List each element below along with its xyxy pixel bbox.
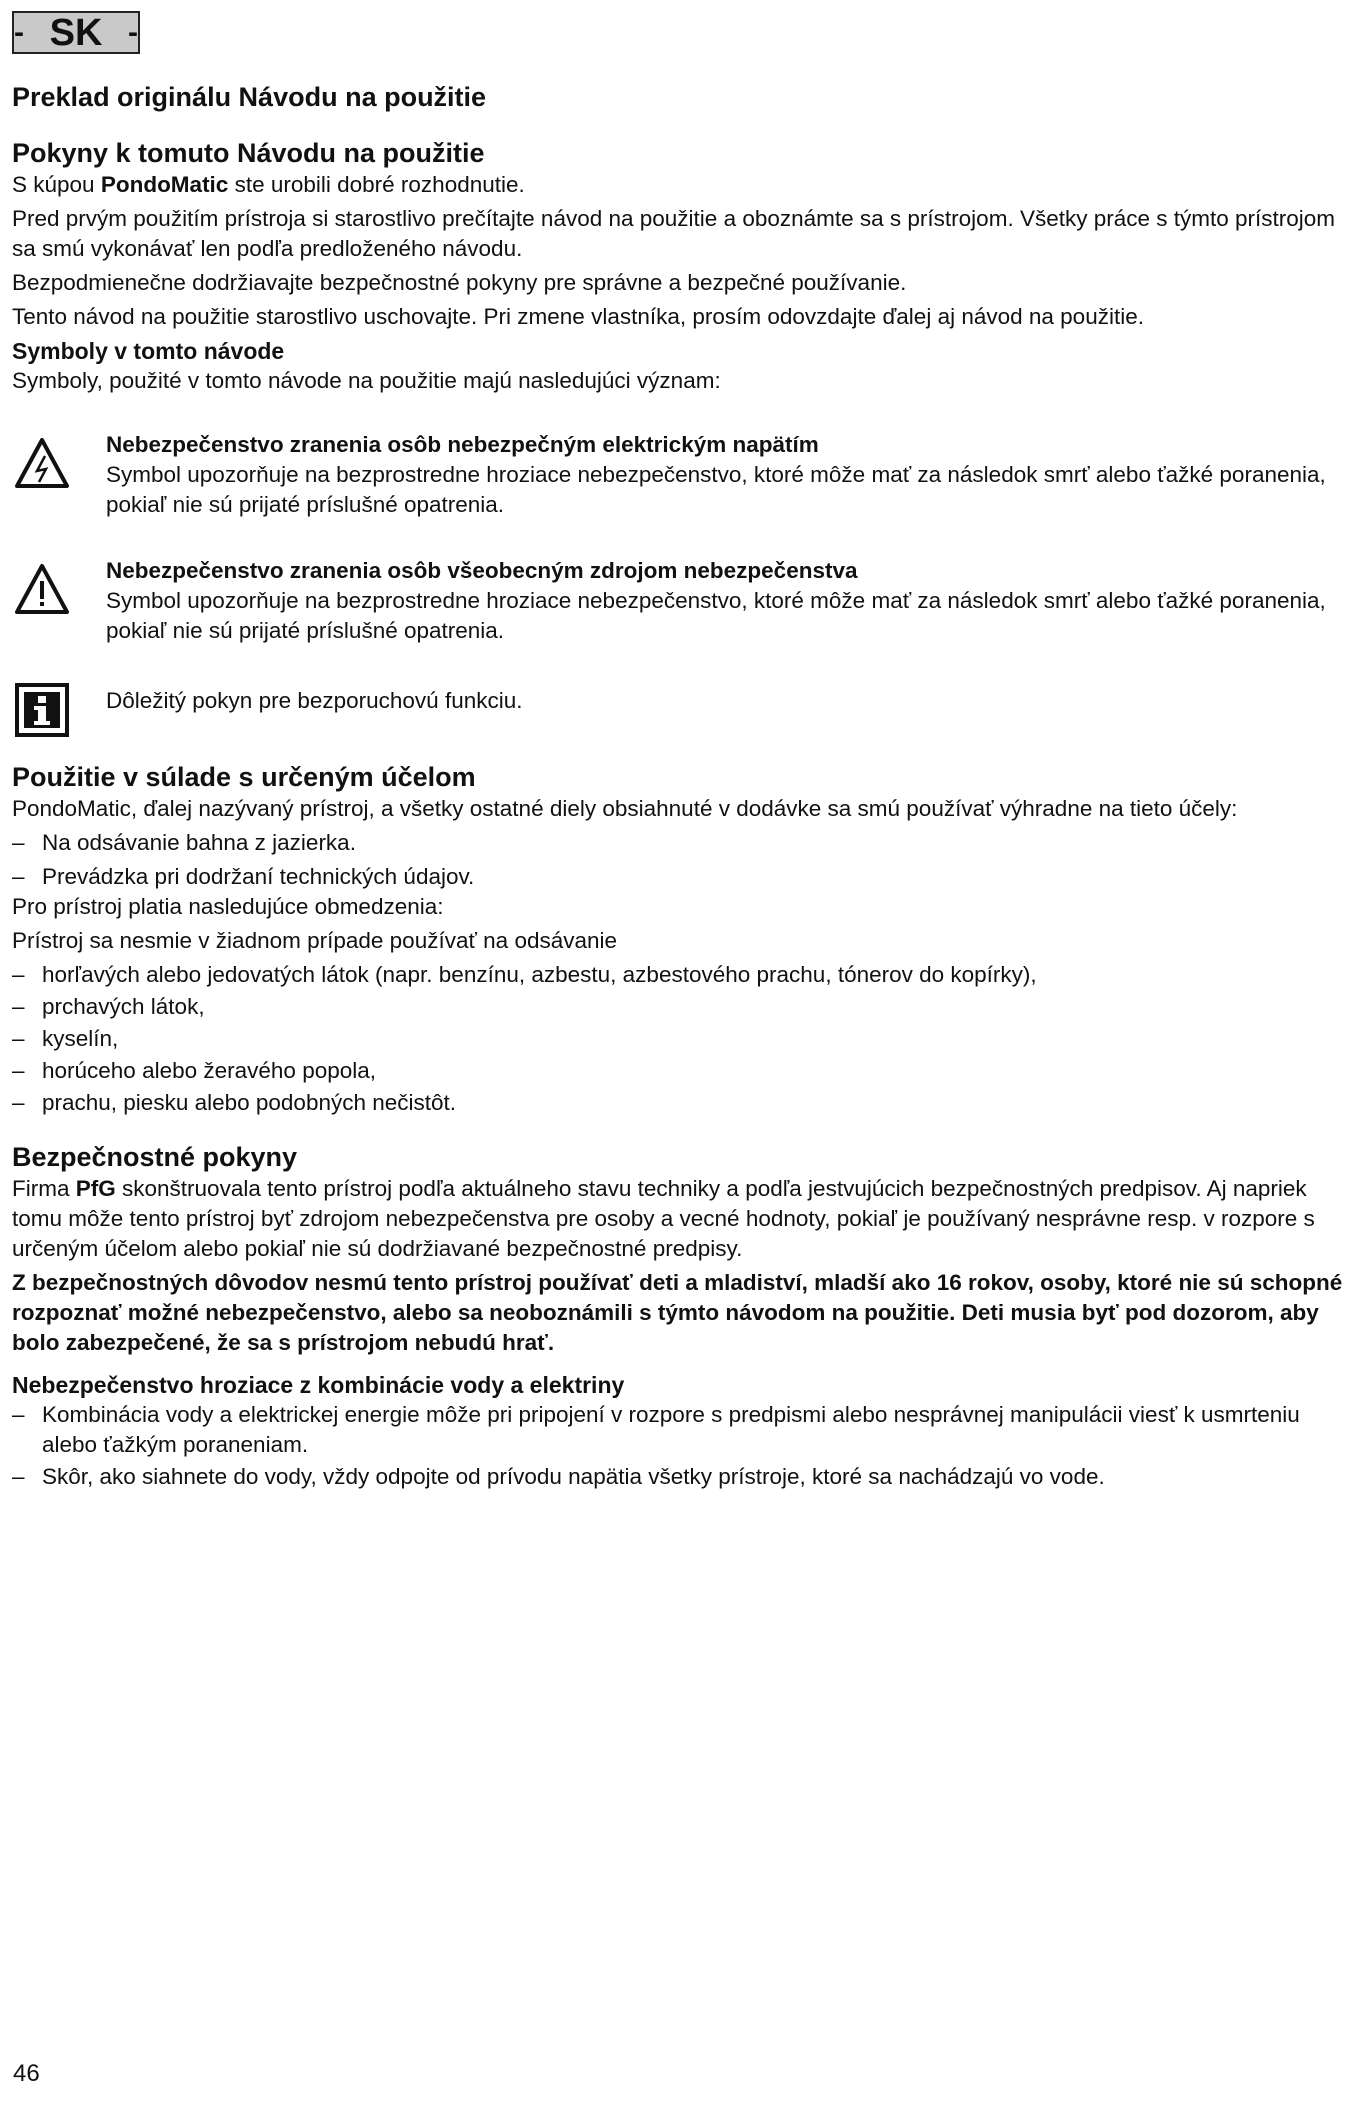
page-number: 46 (13, 2060, 40, 2087)
list-item: – Skôr, ako siahnete do vody, vždy odpojte od prívodu napätia všetky prístroje, ktoré sa nachádzajú vo vode. (12, 1462, 1357, 1492)
list-item: – horľavých alebo jedovatých látok (napr. benzínu, azbestu, azbestového prachu, tónerov do kopírky), (12, 960, 1357, 990)
instructions-heading: Pokyny k tomuto Návodu na použitie (12, 138, 485, 168)
intended-use-intro: PondoMatic, ďalej nazývaný prístroj, a všetky ostatné diely obsiahnuté v dodávke sa smú používať výhradne na tieto účely: (12, 796, 1238, 821)
safety-children-warning: Z bezpečnostných dôvodov nesmú tento prístroj používať deti a mladiství, mladší ako 16 rokov, osoby, ktoré nie sú schopné rozpoznať možné nebezpečenstvo, alebo sa neoboznámili s týmto návodom na použitie. Deti musia byť pod dozorom, aby bolo zabezpečené, že sa s prístrojom nebudú hrať. (12, 1270, 1343, 1355)
water-electricity-list (12, 1400, 1357, 1492)
instructions-paragraph-2: Pred prvým použitím prístroja si starostlivo prečítajte návod na použitie a oboznámte sa s prístrojom. Všetky práce s týmto prístrojom sa smú vykonávať len podľa predloženého návodu. (12, 206, 1336, 261)
list-item: – kyselín, (12, 1024, 1357, 1054)
instructions-paragraph-4: Tento návod na použitie starostlivo uschovajte. Pri zmene vlastníka, prosím odovzdajte ďalej aj návod na použitie. (12, 304, 1144, 329)
brand-name: PondoMatic (100, 172, 229, 197)
symbol-general-row (12, 556, 1357, 646)
symbols-heading: Symboly v tomto návode (12, 338, 285, 364)
safety-heading: Bezpečnostné pokyny (12, 1142, 298, 1172)
instructions-paragraph-3: Bezpodmienečne dodržiavajte bezpečnostné pokyny pre správne a bezpečné používanie. (12, 270, 907, 295)
restrictions-intro: Pro prístroj platia nasledujúce obmedzenia: (12, 894, 444, 919)
symbol-electric-title: Nebezpečenstvo zranenia osôb nebezpečným elektrickým napätím (106, 432, 819, 457)
list-item: – prachu, piesku alebo podobných nečistôt. (12, 1088, 1357, 1118)
badge-dash-left: - (14, 15, 24, 49)
symbol-info-row (12, 686, 1357, 746)
intended-use-heading: Použitie v súlade s určeným účelom (12, 762, 476, 792)
instructions-paragraph-1: S kúpou PondoMatic ste urobili dobré rozhodnutie. (12, 172, 525, 197)
electric-warning-icon (14, 436, 70, 492)
document-title: Preklad originálu Návodu na použitie (12, 82, 487, 112)
document-body (12, 80, 1357, 1492)
list-item: – prchavých látok, (12, 992, 1357, 1022)
intended-use-list (12, 828, 1357, 892)
symbol-info-text: Dôležitý pokyn pre bezporuchovú funkciu. (106, 688, 523, 713)
general-warning-icon (14, 562, 70, 618)
list-item: – horúceho alebo žeravého popola, (12, 1056, 1357, 1086)
symbol-general-title: Nebezpečenstvo zranenia osôb všeobecným zdrojom nebezpečenstva (106, 558, 858, 583)
symbol-electric-row (12, 430, 1357, 520)
language-code: SK (49, 11, 103, 54)
badge-dash-right: - (127, 15, 138, 49)
symbol-general-text: Symbol upozorňuje na bezprostredne hroziace nebezpečenstvo, ktoré môže mať za následok smrť alebo ťažké poranenia, pokiaľ nie sú prijaté príslušné opatrenia. (106, 588, 1326, 643)
list-item: – Prevádzka pri dodržaní technických údajov. (12, 862, 1357, 892)
restrictions-lead: Prístroj sa nesmie v žiadnom prípade používať na odsávanie (12, 928, 618, 953)
list-item: – Kombinácia vody a elektrickej energie môže pri pripojení v rozpore s predpismi alebo nesprávnej manipulácii viesť k usmrteniu alebo ťažkým poraneniam. (12, 1400, 1357, 1460)
language-badge (12, 11, 140, 54)
symbol-electric-text: Symbol upozorňuje na bezprostredne hroziace nebezpečenstvo, ktoré môže mať za následok smrť alebo ťažké poranenia, pokiaľ nie sú prijaté príslušné opatrenia. (106, 462, 1326, 517)
info-icon (14, 682, 70, 738)
company-name: PfG (75, 1176, 116, 1201)
restrictions-list (12, 960, 1357, 1118)
water-electricity-heading: Nebezpečenstvo hroziace z kombinácie vody a elektriny (12, 1372, 625, 1398)
list-item: – Na odsávanie bahna z jazierka. (12, 828, 1357, 858)
symbols-intro: Symboly, použité v tomto návode na použitie majú nasledujúci význam: (12, 368, 721, 393)
safety-paragraph-1: Firma PfG skonštruovala tento prístroj podľa aktuálneho stavu techniky a podľa jestvujúcich bezpečnostných predpisov. Aj napriek tomu môže tento prístroj byť zdrojom nebezpečenstva pre osoby a vecné hodnoty, pokiaľ je používaný nesprávne resp. v rozpore s určeným účelom alebo pokiaľ nie sú dodržiavané bezpečnostné predpisy. (12, 1176, 1315, 1261)
